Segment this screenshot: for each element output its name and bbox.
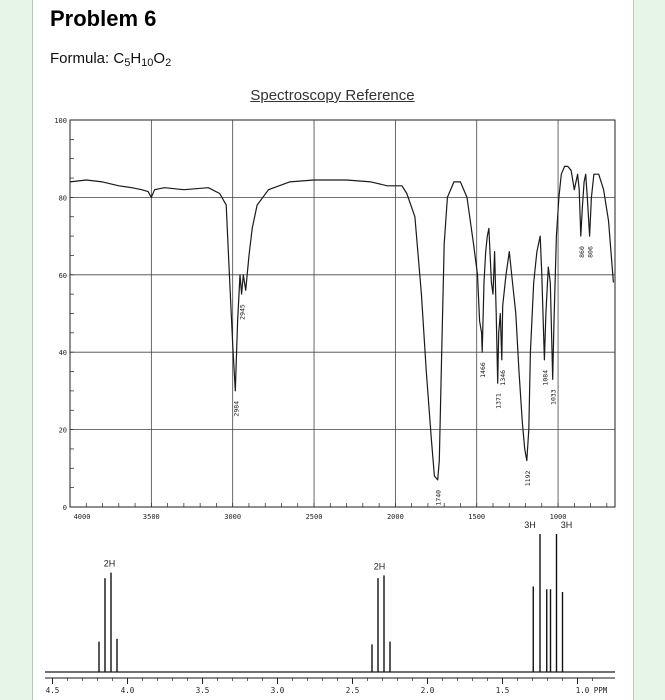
ir-peak-label: 1371	[494, 393, 503, 409]
ir-x-tick-label: 4000	[73, 513, 91, 521]
nmr-x-tick-label: 2.0	[420, 686, 435, 695]
ir-x-tick-label: 3000	[224, 513, 242, 521]
formula-label: Formula:	[50, 50, 114, 67]
ir-x-tick-label: 1500	[468, 513, 486, 521]
formula-h-count: 10	[141, 57, 154, 69]
formula-o: O	[153, 50, 166, 67]
ir-peak-label: 1346	[498, 369, 507, 386]
ir-peak-label: 1192	[523, 470, 532, 487]
ir-y-tick-label: 20	[58, 426, 67, 435]
ir-y-tick-label: 0	[62, 504, 67, 512]
ir-x-tick-label: 2000	[386, 513, 404, 521]
ir-peak-label: 1740	[434, 489, 443, 506]
nmr-x-tick-label: 1.0 PPM	[575, 686, 608, 695]
ir-y-tick-label: 40	[58, 349, 67, 358]
problem-title: Problem 6	[50, 6, 157, 31]
nmr-x-tick-label: 3.0	[270, 686, 285, 695]
ir-peak-label: 1033	[549, 389, 558, 405]
ir-x-tick-label: 3500	[142, 513, 160, 521]
ir-peak-label: 2984	[232, 400, 241, 417]
ir-x-tick-label: 2500	[305, 513, 323, 521]
nmr-integration-label: 2H	[103, 558, 116, 569]
ir-y-tick-label: 100	[54, 117, 67, 125]
nmr-integration-label: 3H	[524, 520, 536, 530]
ir-y-tick-label: 80	[58, 194, 67, 203]
formula-c: C	[113, 50, 125, 67]
nmr-x-tick-label: 4.5	[45, 686, 60, 695]
ir-peak-label: 860	[577, 246, 586, 258]
nmr-x-tick-label: 2.5	[345, 686, 360, 695]
nmr-integration-label: 2H	[373, 561, 386, 572]
ir-peak-label: 1466	[479, 362, 488, 378]
nmr-x-tick-label: 4.0	[120, 686, 135, 695]
nmr-x-tick-label: 3.5	[195, 686, 210, 695]
nmr-x-tick-label: 1.5	[495, 686, 510, 695]
ir-peak-label: 1084	[541, 369, 550, 386]
formula-c-count: 5	[124, 57, 131, 69]
ir-y-tick-label: 60	[58, 271, 67, 280]
spectroscopy-reference-link[interactable]: Spectroscopy Reference	[250, 87, 415, 104]
nmr-integration-label: 3H	[560, 520, 573, 530]
formula-h: H	[130, 50, 142, 67]
ir-peak-label: 806	[586, 246, 595, 258]
ir-x-tick-label: 1000	[549, 513, 567, 521]
formula-o-count: 2	[165, 57, 172, 69]
ir-peak-label: 2945	[238, 304, 247, 320]
